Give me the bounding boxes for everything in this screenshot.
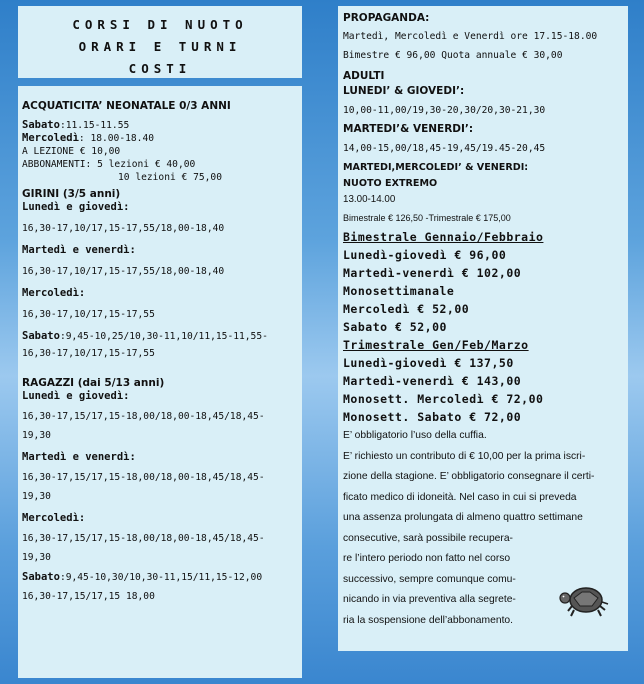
ragazzi-me-label: Mercoledì: — [22, 512, 86, 524]
title-panel — [18, 6, 302, 78]
note-line: una assenza prolungata di almeno quattro settimane — [343, 512, 583, 523]
note-line: re l’intero periodo non fatto nel corso — [343, 553, 511, 564]
girini-mv-time: 16,30-17,10/17,15-17,55/18,00-18,40 — [22, 266, 225, 277]
bimestrale-lg: Lunedì-giovedì € 96,00 — [343, 248, 507, 262]
adulti-extreme-time: 13.00-14.00 — [343, 194, 396, 205]
ragazzi-me-time-1: 16,30-17,15/17,15-18,00/18,00-18,45/18,45- — [22, 533, 265, 544]
girini-mv-label: Martedì e venerdì: — [22, 244, 136, 256]
girini-me-label: Mercoledì: — [22, 287, 86, 299]
title-line-2: ORARI E TURNI — [78, 39, 242, 54]
ragazzi-me-time-2: 19,30 — [22, 552, 51, 563]
girini-sabato: Sabato:9,45-10,25/10,30-11,10/11,15-11,55- — [22, 330, 268, 342]
adulti-mv-label: MARTEDI’& VENERDI’: — [343, 123, 474, 135]
note-line: E’ richiesto un contributo di € 10,00 per la prima iscri- — [343, 450, 586, 462]
adulti-lg-time: 10,00-11,00/19,30-20,30/20,30-21,30 — [343, 105, 546, 116]
turtle-icon — [558, 584, 610, 618]
monosett-sabato: Sabato € 52,00 — [343, 320, 447, 334]
adulti-heading: ADULTI — [343, 70, 385, 82]
trimestrale-mercoledi: Monosett. Mercoledì € 72,00 — [343, 392, 544, 406]
bimestrale-mv: Martedì-venerdì € 102,00 — [343, 266, 522, 280]
monosett-heading: Monosettimanale — [343, 284, 455, 298]
ragazzi-mv-label: Martedì e venerdì: — [22, 451, 136, 463]
ragazzi-sabato-2: 16,30-17,15/17,15 18,00 — [22, 591, 155, 602]
note-line: ficato medico di idoneità. Nel caso in cui si preveda — [343, 491, 577, 503]
ragazzi-sabato: Sabato:9,45-10,30/10,30-11,15/11,15-12,00 — [22, 571, 263, 583]
neonatale-abbonamenti-2: 10 lezioni € 75,00 — [118, 172, 222, 183]
propaganda-heading: PROPAGANDA: — [343, 12, 430, 24]
note-line: successivo, sempre comunque comu- — [343, 573, 516, 585]
monosett-mercoledi: Mercoledì € 52,00 — [343, 302, 470, 316]
note-line: consecutive, sarà possibile recupera- — [343, 532, 513, 544]
left-schedule-panel — [18, 86, 302, 678]
neonatale-heading: ACQUATICITA’ NEONATALE 0/3 ANNI — [22, 100, 231, 112]
title-line-1: CORSI DI NUOTO — [72, 17, 248, 32]
note-line: nicando in via preventiva alla segrete- — [343, 594, 516, 605]
trimestrale-heading: Trimestrale Gen/Feb/Marzo — [343, 338, 529, 352]
ragazzi-heading: RAGAZZI (dai 5/13 anni) — [22, 377, 165, 389]
right-schedule-panel — [338, 6, 628, 651]
trimestrale-sabato: Monosett. Sabato € 72,00 — [343, 410, 522, 424]
girini-lg-time: 16,30-17,10/17,15-17,55/18,00-18,40 — [22, 223, 225, 234]
girini-heading: GIRINI (3/5 anni) — [22, 188, 121, 200]
girini-me-time: 16,30-17,10/17,15-17,55 — [22, 309, 155, 320]
propaganda-line-2: Bimestre € 96,00 Quota annuale € 30,00 — [343, 50, 563, 61]
ragazzi-lg-time-2: 19,30 — [22, 430, 51, 441]
ragazzi-mv-time-2: 19,30 — [22, 491, 51, 502]
neonatale-mercoledi: Mercoledì: 18.00-18.40 — [22, 132, 154, 144]
title-line-3: COSTI — [128, 61, 192, 76]
note-line: ria la sospensione dell’abbonamento. — [343, 614, 514, 626]
neonatale-lezione: A LEZIONE € 10,00 — [22, 146, 121, 157]
neonatale-abbonamenti-1: ABBONAMENTI: 5 lezioni € 40,00 — [22, 159, 196, 170]
adulti-extreme-label-2: NUOTO EXTREMO — [343, 178, 438, 189]
girini-sabato-2: 16,30-17,10/17,15-17,55 — [22, 348, 155, 359]
trimestrale-mv: Martedì-venerdì € 143,00 — [343, 374, 522, 388]
note-line: E’ obbligatorio l’uso della cuffia. — [343, 430, 487, 441]
adulti-extreme-price: Bimestrale € 126,50 -Trimestrale € 175,00 — [343, 213, 511, 223]
girini-lg-label: Lunedì e giovedì: — [22, 201, 130, 213]
ragazzi-lg-label: Lunedì e giovedì: — [22, 390, 130, 402]
neonatale-sabato: Sabato:11.15-11.55 — [22, 119, 130, 131]
bimestrale-heading: Bimestrale Gennaio/Febbraio — [343, 230, 544, 244]
propaganda-line-1: Martedì, Mercoledì e Venerdì ore 17.15-18.00 — [343, 31, 598, 42]
note-line: zione della stagione. E’ obbligatorio consegnare il certi- — [343, 471, 595, 482]
ragazzi-lg-time-1: 16,30-17,15/17,15-18,00/18,00-18,45/18,45- — [22, 411, 265, 422]
trimestrale-lg: Lunedì-giovedì € 137,50 — [343, 356, 514, 370]
ragazzi-mv-time-1: 16,30-17,15/17,15-18,00/18,00-18,45/18,45- — [22, 472, 265, 483]
adulti-lg-label: LUNEDI’ & GIOVEDI’: — [343, 85, 465, 97]
adulti-extreme-label-1: MARTEDI,MERCOLEDI’ & VENERDI: — [343, 162, 529, 173]
adulti-mv-time: 14,00-15,00/18,45-19,45/19.45-20,45 — [343, 143, 546, 154]
